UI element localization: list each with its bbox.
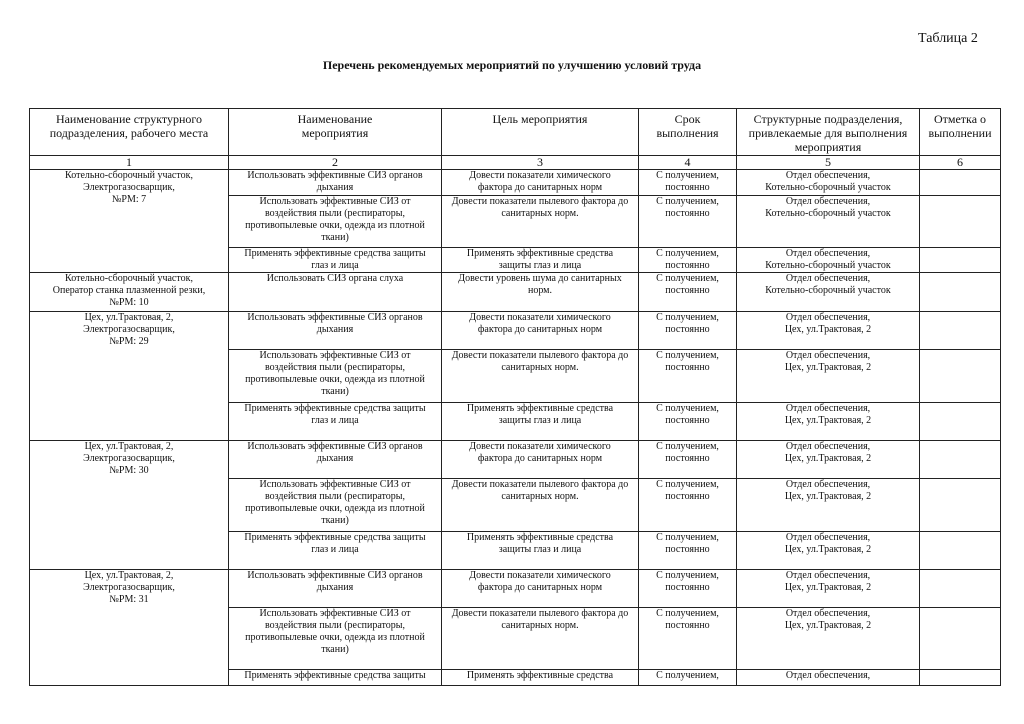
measure-cell: Применять эффективные средства защиты глаз и лица (229, 248, 442, 273)
term-cell: С получением, постоянно (639, 170, 737, 196)
measure-cell: Использовать эффективные СИЗ от воздействия пыли (респираторы, противопылевые очки, одежда из плотной ткани) (229, 608, 442, 670)
goal-cell: Применять эффективные средства защиты глаз и лица (442, 532, 639, 570)
workplace-cell: Цех, ул.Трактовая, 2, Электрогазосварщик, №РМ: 29 (30, 312, 229, 441)
term-cell: С получением, постоянно (639, 273, 737, 312)
table-row (30, 312, 1001, 350)
term-cell: С получением, постоянно (639, 570, 737, 608)
term-cell: С получением, постоянно (639, 403, 737, 441)
workplace-cell: Цех, ул.Трактовая, 2, Электрогазосварщик, №РМ: 31 (30, 570, 229, 686)
table-row (30, 441, 1001, 479)
goal-cell: Применять эффективные средства защиты глаз и лица (442, 403, 639, 441)
workplace-cell: Цех, ул.Трактовая, 2, Электрогазосварщик, №РМ: 30 (30, 441, 229, 570)
units-cell: Отдел обеспечения, Цех, ул.Трактовая, 2 (737, 570, 920, 608)
column-number-row (30, 156, 1001, 170)
header-units: Структурные подразделения, привлекаемые для выполнения мероприятия (737, 109, 920, 156)
mark-cell (920, 479, 1001, 532)
mark-cell (920, 170, 1001, 196)
measure-cell: Применять эффективные средства защиты глаз и лица (229, 403, 442, 441)
units-cell: Отдел обеспечения, Котельно-сборочный участок (737, 248, 920, 273)
mark-cell (920, 670, 1001, 686)
mark-cell (920, 441, 1001, 479)
header-term: Срок выполнения (639, 109, 737, 156)
header-measure: Наименование мероприятия (229, 109, 442, 156)
term-cell: С получением, постоянно (639, 479, 737, 532)
measure-cell: Использовать СИЗ органа слуха (229, 273, 442, 312)
term-cell: С получением, (639, 670, 737, 686)
mark-cell (920, 532, 1001, 570)
header-mark: Отметка о выполнении (920, 109, 1001, 156)
table-row (30, 273, 1001, 312)
units-cell: Отдел обеспечения, Цех, ул.Трактовая, 2 (737, 479, 920, 532)
table-header-row (30, 109, 1001, 156)
table-row (30, 570, 1001, 608)
goal-cell: Применять эффективные средства (442, 670, 639, 686)
measure-cell: Использовать эффективные СИЗ от воздействия пыли (респираторы, противопылевые очки, одежда из плотной ткани) (229, 196, 442, 248)
mark-cell (920, 273, 1001, 312)
header-workplace: Наименование структурного подразделения, рабочего места (30, 109, 229, 156)
goal-cell: Довести показатели химического фактора до санитарных норм (442, 570, 639, 608)
measure-cell: Использовать эффективные СИЗ от воздействия пыли (респираторы, противопылевые очки, одежда из плотной ткани) (229, 479, 442, 532)
term-cell: С получением, постоянно (639, 441, 737, 479)
column-number: 2 (229, 156, 442, 170)
measure-cell: Использовать эффективные СИЗ от воздействия пыли (респираторы, противопылевые очки, одежда из плотной ткани) (229, 350, 442, 403)
document-title: Перечень рекомендуемых мероприятий по улучшению условий труда (322, 58, 702, 72)
units-cell: Отдел обеспечения, Котельно-сборочный участок (737, 273, 920, 312)
measure-cell: Использовать эффективные СИЗ органов дыхания (229, 570, 442, 608)
column-number: 1 (30, 156, 229, 170)
term-cell: С получением, постоянно (639, 248, 737, 273)
term-cell: С получением, постоянно (639, 532, 737, 570)
goal-cell: Довести показатели пылевого фактора до санитарных норм. (442, 608, 639, 670)
table-row (30, 170, 1001, 196)
mark-cell (920, 570, 1001, 608)
goal-cell: Довести уровень шума до санитарных норм. (442, 273, 639, 312)
units-cell: Отдел обеспечения, (737, 670, 920, 686)
column-number: 5 (737, 156, 920, 170)
term-cell: С получением, постоянно (639, 608, 737, 670)
column-number: 3 (442, 156, 639, 170)
mark-cell (920, 608, 1001, 670)
goal-cell: Довести показатели химического фактора до санитарных норм (442, 312, 639, 350)
mark-cell (920, 248, 1001, 273)
goal-cell: Довести показатели пылевого фактора до санитарных норм. (442, 350, 639, 403)
measures-table (29, 108, 1001, 686)
units-cell: Отдел обеспечения, Цех, ул.Трактовая, 2 (737, 350, 920, 403)
term-cell: С получением, постоянно (639, 350, 737, 403)
units-cell: Отдел обеспечения, Цех, ул.Трактовая, 2 (737, 441, 920, 479)
goal-cell: Применять эффективные средства защиты глаз и лица (442, 248, 639, 273)
mark-cell (920, 312, 1001, 350)
measure-cell: Применять эффективные средства защиты глаз и лица (229, 532, 442, 570)
measure-cell: Применять эффективные средства защиты (229, 670, 442, 686)
mark-cell (920, 403, 1001, 441)
goal-cell: Довести показатели пылевого фактора до санитарных норм. (442, 479, 639, 532)
measure-cell: Использовать эффективные СИЗ органов дыхания (229, 312, 442, 350)
goal-cell: Довести показатели химического фактора до санитарных норм (442, 170, 639, 196)
goal-cell: Довести показатели химического фактора до санитарных норм (442, 441, 639, 479)
term-cell: С получением, постоянно (639, 312, 737, 350)
column-number: 6 (920, 156, 1001, 170)
units-cell: Отдел обеспечения, Цех, ул.Трактовая, 2 (737, 608, 920, 670)
table-body (30, 170, 1001, 686)
mark-cell (920, 350, 1001, 403)
table-label: Таблица 2 (918, 31, 978, 46)
measure-cell: Использовать эффективные СИЗ органов дыхания (229, 441, 442, 479)
units-cell: Отдел обеспечения, Цех, ул.Трактовая, 2 (737, 403, 920, 441)
term-cell: С получением, постоянно (639, 196, 737, 248)
workplace-cell: Котельно-сборочный участок, Оператор станка плазменной резки, №РМ: 10 (30, 273, 229, 312)
units-cell: Отдел обеспечения, Котельно-сборочный участок (737, 170, 920, 196)
units-cell: Отдел обеспечения, Цех, ул.Трактовая, 2 (737, 312, 920, 350)
units-cell: Отдел обеспечения, Цех, ул.Трактовая, 2 (737, 532, 920, 570)
mark-cell (920, 196, 1001, 248)
workplace-cell: Котельно-сборочный участок, Электрогазосварщик, №РМ: 7 (30, 170, 229, 273)
column-number: 4 (639, 156, 737, 170)
units-cell: Отдел обеспечения, Котельно-сборочный участок (737, 196, 920, 248)
header-goal: Цель мероприятия (442, 109, 639, 156)
goal-cell: Довести показатели пылевого фактора до санитарных норм. (442, 196, 639, 248)
measure-cell: Использовать эффективные СИЗ органов дыхания (229, 170, 442, 196)
